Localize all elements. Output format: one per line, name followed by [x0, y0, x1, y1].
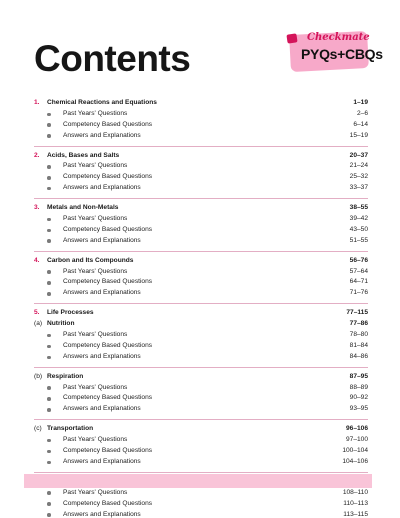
toc-pages: 57–64 [349, 267, 368, 275]
toc-label: Transportation [47, 425, 94, 433]
toc-label: Competency Based Questions [63, 120, 153, 128]
toc-label: Acids, Bases and Salts [47, 151, 120, 159]
toc-pages: 1–19 [353, 99, 368, 106]
toc-pages: 2–6 [356, 109, 368, 117]
toc-item[interactable] [34, 183, 368, 194]
toc-section [34, 199, 368, 252]
toc-chapter[interactable] [34, 203, 368, 214]
toc-pages: 96–106 [345, 425, 368, 433]
toc-item[interactable] [34, 267, 368, 278]
bullet-icon [47, 292, 63, 296]
toc-number: (b) [34, 372, 43, 380]
toc-label: Metals and Non-Metals [47, 204, 119, 212]
toc-label: Answers and Explanations [63, 352, 141, 360]
toc-pages: 21–24 [349, 162, 368, 170]
toc-pages: 97–100 [345, 436, 368, 444]
toc-label: Competency Based Questions [63, 394, 153, 402]
toc-label: Respiration [47, 372, 84, 380]
toc-label: Answers and Explanations [63, 510, 141, 518]
toc-pages: 77–115 [346, 309, 368, 317]
toc-subchapter[interactable] [34, 319, 368, 330]
toc-pages: 39–42 [349, 215, 368, 223]
toc-label: Answers and Explanations [63, 184, 141, 192]
bullet-icon [47, 229, 63, 233]
toc-item[interactable] [34, 288, 368, 299]
logo-main-text: PYQs+CBQs [301, 46, 383, 62]
toc-pages: 87–95 [349, 372, 368, 380]
toc-label: Answers and Explanations [63, 131, 141, 139]
toc-pages: 84–86 [349, 352, 368, 360]
toc-label: Answers and Explanations [63, 405, 141, 413]
toc-item[interactable] [34, 488, 368, 499]
toc-label: Past Years' Questions [63, 109, 128, 117]
toc-pages: 104–106 [342, 457, 368, 465]
toc-item[interactable] [34, 510, 368, 518]
bullet-icon [47, 334, 63, 338]
toc-item[interactable] [34, 404, 368, 415]
bullet-icon [47, 397, 63, 401]
toc-item[interactable] [34, 435, 368, 446]
toc-section [34, 252, 368, 305]
logo-script-text: Checkmate [307, 32, 370, 43]
toc-item[interactable] [34, 214, 368, 225]
toc-pages: 77–86 [349, 320, 368, 328]
toc-label: Past Years' Questions [63, 383, 128, 391]
toc-pages: 88–89 [349, 383, 368, 391]
toc-item[interactable] [34, 131, 368, 142]
toc-subchapter[interactable] [34, 372, 368, 383]
toc-item[interactable] [34, 341, 368, 352]
bullet-icon [47, 134, 63, 138]
toc-pages: 110–113 [343, 499, 368, 507]
toc-label: Life Processes [47, 309, 94, 317]
toc-item[interactable] [34, 330, 368, 341]
bullet-icon [47, 113, 63, 117]
bullet-icon [47, 386, 63, 390]
toc-label: Answers and Explanations [63, 289, 141, 297]
toc-chapter[interactable] [34, 308, 368, 319]
toc-label: Carbon and Its Compounds [47, 256, 134, 264]
bullet-icon [47, 502, 63, 506]
logo-mark-icon [286, 33, 297, 43]
toc-item[interactable] [34, 161, 368, 172]
toc-number: 2. [34, 151, 40, 159]
toc-number: 4. [34, 256, 40, 264]
toc-chapter[interactable] [34, 98, 368, 109]
toc-section [34, 147, 368, 200]
toc-item[interactable] [34, 352, 368, 363]
bullet-icon [47, 408, 63, 412]
toc-pages: 108–110 [342, 488, 368, 496]
bullet-icon [47, 123, 63, 127]
toc-pages: 93–95 [349, 405, 368, 413]
bullet-icon [47, 513, 63, 517]
toc-pages: 64–71 [349, 278, 368, 286]
toc-label: Competency Based Questions [63, 341, 153, 349]
toc-item[interactable] [34, 446, 368, 457]
toc-label: Past Years' Questions [63, 331, 128, 339]
toc-section [34, 368, 368, 421]
toc-pages: 71–76 [349, 289, 368, 297]
bullet-icon [47, 450, 63, 454]
toc-item[interactable] [34, 383, 368, 394]
toc-section [34, 94, 368, 147]
toc-label: Past Years' Questions [63, 267, 128, 275]
toc-number: (a) [34, 320, 43, 328]
bullet-icon [47, 187, 63, 191]
toc-label: Competency Based Questions [63, 499, 153, 507]
toc-pages: 6–14 [353, 120, 368, 128]
toc-pages: 56–76 [349, 256, 368, 264]
toc-number: 5. [34, 309, 40, 317]
toc-chapter[interactable] [34, 151, 368, 162]
toc-label: Past Years' Questions [63, 215, 128, 223]
toc-pages: 90–92 [349, 394, 368, 402]
toc-label: Past Years' Questions [63, 436, 128, 444]
toc-pages: 51–55 [349, 236, 368, 244]
toc-section [34, 304, 368, 367]
toc-chapter[interactable] [34, 256, 368, 267]
toc-item[interactable] [34, 225, 368, 236]
bullet-icon [47, 176, 63, 180]
toc-pages: 15–19 [349, 131, 368, 139]
toc-pages: 20–37 [349, 151, 368, 159]
bullet-icon [47, 239, 63, 243]
toc-section [34, 420, 368, 473]
toc-label: Past Years' Questions [63, 162, 128, 170]
toc-label: Competency Based Questions [63, 173, 153, 181]
toc-item[interactable] [34, 120, 368, 131]
bullet-icon [47, 491, 63, 495]
toc-item[interactable] [34, 172, 368, 183]
brand-logo [287, 30, 383, 72]
toc-label: Past Years' Questions [63, 488, 128, 496]
toc-pages: 43–50 [349, 225, 368, 233]
bullet-icon [47, 281, 63, 285]
toc-label: Answers and Explanations [63, 236, 141, 244]
toc-number: 1. [34, 99, 40, 106]
bullet-icon [47, 461, 63, 465]
bullet-icon [47, 439, 63, 443]
toc-label: Answers and Explanations [63, 457, 141, 465]
toc-label: Competency Based Questions [63, 447, 153, 455]
page-title: Contents [34, 38, 191, 79]
toc-item[interactable] [34, 457, 368, 468]
toc-pages: 38–55 [349, 204, 368, 212]
toc-pages: 33–37 [349, 184, 368, 192]
toc-subchapter[interactable] [34, 424, 368, 435]
toc-label: Competency Based Questions [63, 278, 153, 286]
bullet-icon [47, 345, 63, 349]
bullet-icon [47, 218, 63, 222]
table-of-contents [34, 94, 368, 518]
bullet-icon [47, 270, 63, 274]
footer-band [24, 474, 372, 488]
toc-label: Competency Based Questions [63, 225, 153, 233]
toc-number: 3. [34, 204, 40, 212]
bullet-icon [47, 165, 63, 169]
toc-number: (c) [34, 425, 42, 433]
toc-item[interactable] [34, 277, 368, 288]
toc-pages: 100–104 [342, 447, 368, 455]
toc-pages: 78–80 [349, 331, 368, 339]
toc-item[interactable] [34, 109, 368, 120]
toc-label: Nutrition [47, 320, 75, 328]
toc-item[interactable] [34, 499, 368, 510]
toc-pages: 81–84 [349, 341, 368, 349]
toc-pages: 25–32 [349, 173, 368, 181]
bullet-icon [47, 356, 63, 360]
toc-item[interactable] [34, 236, 368, 247]
toc-pages: 113–115 [343, 510, 368, 518]
toc-label: Chemical Reactions and Equations [47, 99, 157, 106]
toc-item[interactable] [34, 393, 368, 404]
